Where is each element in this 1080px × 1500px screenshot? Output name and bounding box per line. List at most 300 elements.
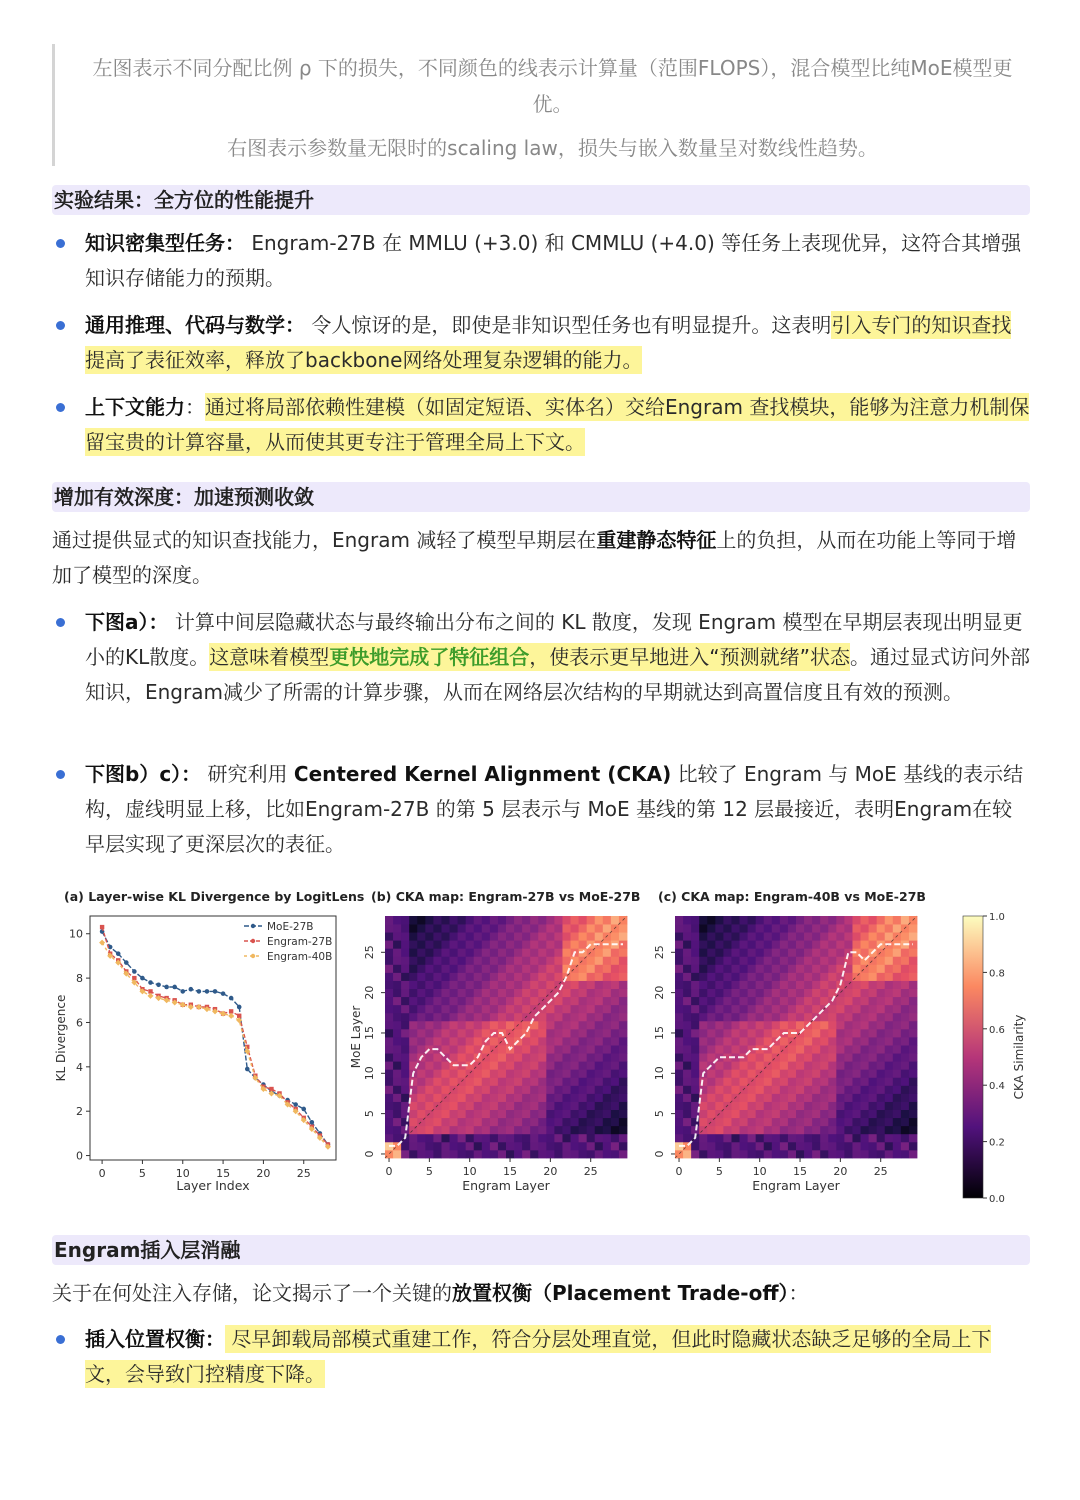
heatmap-cell — [562, 1053, 570, 1061]
heatmap-cell — [909, 924, 917, 932]
heatmap-cell — [603, 1085, 611, 1093]
heatmap-cell — [877, 997, 885, 1005]
heatmap-cell — [619, 1053, 627, 1061]
heatmap-cell — [715, 924, 723, 932]
heatmap-cell — [385, 981, 393, 989]
heatmap-cell — [554, 1134, 562, 1142]
heatmap-cell — [740, 989, 748, 997]
heatmap-cell — [498, 1045, 506, 1053]
bullet-label: 下图a）： — [85, 610, 169, 634]
colorbar — [963, 912, 1026, 1205]
heatmap-cell — [417, 1110, 425, 1118]
heatmap-cell — [772, 1118, 780, 1126]
heatmap-cell — [748, 1061, 756, 1069]
heatmap-cell — [877, 1013, 885, 1021]
x-tick-label: 25 — [583, 1165, 598, 1178]
heatmap-cell — [844, 989, 852, 997]
heatmap-cell — [611, 1021, 619, 1029]
heatmap-cell — [401, 1005, 409, 1013]
heatmap-cell — [844, 1045, 852, 1053]
heatmap-cell — [417, 940, 425, 948]
heatmap-cell — [804, 972, 812, 980]
heatmap-cell — [482, 997, 490, 1005]
heatmap-cell — [852, 1045, 860, 1053]
heatmap-cell — [893, 989, 901, 997]
heatmap-cell — [490, 1134, 498, 1142]
heatmap-cell — [393, 1118, 401, 1126]
heatmap-cell — [909, 1021, 917, 1029]
heatmap-cell — [450, 1029, 458, 1037]
heatmap-cell — [877, 1093, 885, 1101]
heatmap-cell — [546, 1069, 554, 1077]
heatmap-cell — [562, 932, 570, 940]
heatmap-cell — [490, 1037, 498, 1045]
heatmap-cell — [780, 1005, 788, 1013]
y-tick-label: 25 — [653, 945, 666, 960]
x-tick-label: 15 — [793, 1165, 808, 1178]
heatmap-cell — [852, 981, 860, 989]
heatmap-cell — [595, 956, 603, 964]
heatmap-cell — [554, 1110, 562, 1118]
heatmap-cell — [691, 972, 699, 980]
heatmap-cell — [441, 948, 449, 956]
heatmap-cell — [385, 924, 393, 932]
heatmap-cell — [425, 1029, 433, 1037]
heatmap-cell — [417, 972, 425, 980]
heatmap-cell — [441, 940, 449, 948]
heatmap-cell — [579, 1037, 587, 1045]
heatmap-cell — [579, 916, 587, 924]
heatmap-cell — [530, 1142, 538, 1150]
heatmap-cell — [844, 1142, 852, 1150]
heatmap-cell — [675, 989, 683, 997]
heatmap-cell — [579, 989, 587, 997]
heatmap-cell — [587, 1110, 595, 1118]
heatmap-cell — [619, 1045, 627, 1053]
heatmap-cell — [393, 1077, 401, 1085]
heatmap-cell — [409, 940, 417, 948]
heatmap-cell — [804, 1029, 812, 1037]
heatmap-cell — [804, 948, 812, 956]
heatmap-cell — [804, 1037, 812, 1045]
heatmap-cell — [772, 1150, 780, 1158]
heatmap-cell — [861, 981, 869, 989]
heatmap-cell — [756, 1102, 764, 1110]
heatmap-cell — [522, 997, 530, 1005]
heatmap-cell — [764, 1037, 772, 1045]
heatmap-cell — [764, 1021, 772, 1029]
heatmap-cell — [450, 1005, 458, 1013]
heatmap-cell — [441, 1142, 449, 1150]
heatmap-cell — [595, 1110, 603, 1118]
heatmap-cell — [812, 1142, 820, 1150]
heatmap-cell — [603, 1102, 611, 1110]
heatmap-cell — [401, 948, 409, 956]
heatmap-cell — [579, 924, 587, 932]
heatmap-cell — [587, 1093, 595, 1101]
heatmap-cell — [595, 1126, 603, 1134]
heatmap-cell — [812, 932, 820, 940]
heatmap-cell — [450, 1150, 458, 1158]
heatmap-cell — [385, 1118, 393, 1126]
heatmap-cell — [587, 1118, 595, 1126]
heatmap-cell — [852, 1053, 860, 1061]
heatmap-cell — [401, 932, 409, 940]
heatmap-cell — [433, 1150, 441, 1158]
heatmap-cell — [796, 997, 804, 1005]
heatmap-cell — [546, 1110, 554, 1118]
heatmap-cell — [788, 948, 796, 956]
heatmap-cell — [893, 1029, 901, 1037]
heatmap-cell — [796, 948, 804, 956]
heatmap-cell — [514, 924, 522, 932]
heatmap-cell — [595, 1134, 603, 1142]
heatmap-cell — [425, 1085, 433, 1093]
heatmap-cell — [571, 1077, 579, 1085]
heatmap-cell — [756, 1061, 764, 1069]
heatmap-cell — [562, 1061, 570, 1069]
heatmap-cell — [885, 1061, 893, 1069]
heatmap-cell — [538, 924, 546, 932]
heatmap-cell — [828, 948, 836, 956]
heatmap-cell — [683, 989, 691, 997]
heatmap-cell — [723, 1134, 731, 1142]
heatmap-cell — [828, 1077, 836, 1085]
heatmap-cell — [675, 1093, 683, 1101]
heatmap-cell — [861, 972, 869, 980]
heatmap-cell — [385, 1053, 393, 1061]
heatmap-cell — [514, 1029, 522, 1037]
heatmap-cell — [466, 972, 474, 980]
heatmap-cell — [385, 1085, 393, 1093]
heatmap-cell — [796, 932, 804, 940]
heatmap-cell — [836, 924, 844, 932]
x-tick-label: 0 — [675, 1165, 683, 1178]
heatmap-cell — [611, 972, 619, 980]
heatmap-cell — [546, 964, 554, 972]
bullet-knowledge — [56, 226, 1030, 296]
heatmap-cell — [731, 1142, 739, 1150]
heatmap-cell — [562, 1045, 570, 1053]
heatmap-cell — [844, 1053, 852, 1061]
heatmap-cell — [852, 1069, 860, 1077]
heatmap-cell — [498, 1005, 506, 1013]
heatmap-cell — [538, 1142, 546, 1150]
heatmap-cell — [723, 972, 731, 980]
heatmap-cell — [828, 1053, 836, 1061]
heatmap-cell — [603, 989, 611, 997]
heatmap-cell — [611, 1134, 619, 1142]
heatmap-cell — [450, 1126, 458, 1134]
heatmap-cell — [852, 1013, 860, 1021]
heatmap-cell — [385, 1037, 393, 1045]
heatmap-cell — [909, 981, 917, 989]
heatmap-cell — [474, 1110, 482, 1118]
heatmap-cell — [764, 1134, 772, 1142]
heatmap-cell — [796, 1061, 804, 1069]
heatmap-cell — [844, 1110, 852, 1118]
heatmap-cell — [571, 916, 579, 924]
heatmap-cell — [804, 956, 812, 964]
heatmap-cell — [562, 1118, 570, 1126]
heatmap-cell — [828, 964, 836, 972]
heatmap-cell — [514, 916, 522, 924]
heatmap-cell — [482, 940, 490, 948]
heatmap-cell — [425, 1093, 433, 1101]
heatmap-cell — [417, 1126, 425, 1134]
heatmap-cell — [820, 1045, 828, 1053]
heatmap-cell — [869, 1029, 877, 1037]
heatmap-cell — [458, 1110, 466, 1118]
heatmap-cell — [715, 1013, 723, 1021]
heatmap-cell — [836, 1077, 844, 1085]
heatmap-cell — [877, 1029, 885, 1037]
heatmap-cell — [409, 1142, 417, 1150]
heatmap-cell — [683, 1029, 691, 1037]
heatmap-cell — [579, 1005, 587, 1013]
heatmap-cell — [901, 1029, 909, 1037]
heatmap-cell — [393, 989, 401, 997]
heatmap-cell — [780, 948, 788, 956]
heatmap-cell — [385, 940, 393, 948]
heatmap-cell — [723, 1142, 731, 1150]
heatmap-cell — [603, 1110, 611, 1118]
heatmap-cell — [715, 932, 723, 940]
heatmap-cell — [595, 1053, 603, 1061]
heatmap-cell — [885, 1045, 893, 1053]
heatmap-cell — [393, 924, 401, 932]
heatmap-cell — [571, 1037, 579, 1045]
heatmap-cell — [820, 1134, 828, 1142]
heatmap-cell — [731, 972, 739, 980]
heatmap-cell — [820, 989, 828, 997]
heatmap-cell — [587, 1061, 595, 1069]
heatmap-cell — [901, 956, 909, 964]
x-tick-label: 10 — [752, 1165, 767, 1178]
heatmap-cell — [522, 972, 530, 980]
bullet-dot — [56, 239, 65, 248]
heatmap-cell — [450, 997, 458, 1005]
heatmap-cell — [571, 1142, 579, 1150]
heatmap-cell — [756, 1037, 764, 1045]
heatmap-cell — [393, 948, 401, 956]
heatmap-cell — [901, 1005, 909, 1013]
heatmap-cell — [530, 916, 538, 924]
heatmap-cell — [675, 964, 683, 972]
heatmap-cell — [611, 1037, 619, 1045]
heatmap-cell — [562, 989, 570, 997]
heatmap-cell — [482, 1013, 490, 1021]
heatmap-cell — [562, 1142, 570, 1150]
heatmap-cell — [772, 981, 780, 989]
heatmap-cell — [546, 1077, 554, 1085]
heatmap-cell — [571, 1021, 579, 1029]
heatmap-cell — [562, 956, 570, 964]
heatmap-cell — [861, 932, 869, 940]
heatmap-cell — [852, 1102, 860, 1110]
heatmap-cell — [699, 1142, 707, 1150]
heatmap-cell — [885, 964, 893, 972]
heatmap-cell — [861, 940, 869, 948]
heatmap-cell — [820, 1021, 828, 1029]
heatmap-cell — [723, 1029, 731, 1037]
heatmap-cell — [885, 948, 893, 956]
heatmap-cell — [514, 1118, 522, 1126]
heatmap-cell — [699, 1053, 707, 1061]
heatmap-cell — [885, 924, 893, 932]
heatmap-cell — [844, 1037, 852, 1045]
figure — [52, 878, 1028, 1222]
heatmap-cell — [562, 1102, 570, 1110]
heatmap-cell — [450, 924, 458, 932]
heatmap-cell — [675, 972, 683, 980]
heatmap-cell — [498, 1077, 506, 1085]
heatmap-cell — [723, 1110, 731, 1118]
heatmap-cell — [852, 940, 860, 948]
heatmap-cell — [909, 1142, 917, 1150]
heatmap-cell — [458, 1037, 466, 1045]
heatmap-cell — [836, 1005, 844, 1013]
heatmap-cell — [409, 989, 417, 997]
heatmap-cell — [812, 1126, 820, 1134]
heatmap-cell — [869, 1093, 877, 1101]
heatmap-cell — [474, 1005, 482, 1013]
heatmap-cell — [852, 997, 860, 1005]
heatmap-cell — [554, 1142, 562, 1150]
heatmap-cell — [796, 1102, 804, 1110]
heatmap-cell — [393, 1053, 401, 1061]
heatmap-cell — [740, 1013, 748, 1021]
heatmap-cell — [490, 1142, 498, 1150]
heatmap-cell — [893, 1045, 901, 1053]
heatmap-cell — [715, 1061, 723, 1069]
heatmap-cell — [869, 1142, 877, 1150]
heatmap-cell — [490, 1013, 498, 1021]
heatmap-cell — [715, 1069, 723, 1077]
heatmap-cell — [675, 1037, 683, 1045]
heatmap-cell — [707, 940, 715, 948]
heatmap-cell — [861, 948, 869, 956]
heatmap-cell — [538, 940, 546, 948]
heatmap-cell — [425, 1118, 433, 1126]
heatmap-cell — [458, 1021, 466, 1029]
heatmap-cell — [474, 1126, 482, 1134]
heatmap-cell — [780, 1013, 788, 1021]
heatmap-cell — [804, 1134, 812, 1142]
heatmap-cell — [877, 1061, 885, 1069]
heatmap-cell — [433, 1085, 441, 1093]
heatmap-cell — [401, 916, 409, 924]
heatmap-cell — [571, 1061, 579, 1069]
heatmap-cell — [893, 1085, 901, 1093]
heatmap-cell — [619, 932, 627, 940]
highlight-text: 通过将局部依赖性建模（如固定短语、实体名）交给Engram 查找模块，能够为注意力机制保留宝贵的计算容量，从而使其更专注于管理全局上下文。 — [85, 395, 1030, 454]
heatmap-cell — [514, 940, 522, 948]
heatmap-cell — [530, 1085, 538, 1093]
heatmap-cell — [530, 1053, 538, 1061]
heatmap-cell — [740, 956, 748, 964]
heatmap-cell — [836, 1013, 844, 1021]
heatmap-cell — [901, 1093, 909, 1101]
heatmap-cell — [482, 981, 490, 989]
heatmap-cell — [401, 1142, 409, 1150]
heatmap-cell — [804, 932, 812, 940]
heatmap-cell — [675, 1061, 683, 1069]
heatmap-cell — [820, 1013, 828, 1021]
heatmap-cell — [691, 1150, 699, 1158]
heatmap-cell — [740, 1150, 748, 1158]
heatmap-cell — [571, 924, 579, 932]
heatmap-cell — [796, 1053, 804, 1061]
heatmap-cell — [723, 1069, 731, 1077]
heatmap-cell — [538, 932, 546, 940]
heatmap-cell — [474, 956, 482, 964]
intro-text: ： — [788, 1281, 809, 1305]
heatmap-cell — [554, 1150, 562, 1158]
heatmap-cell — [707, 981, 715, 989]
heatmap-cell — [764, 956, 772, 964]
heatmap-cell — [796, 916, 804, 924]
heatmap-cell — [433, 940, 441, 948]
heatmap-cell — [441, 1110, 449, 1118]
heatmap-cell — [812, 1118, 820, 1126]
series-line-Engram-40B — [102, 943, 328, 1147]
heatmap-cell — [723, 924, 731, 932]
heatmap-cell — [385, 997, 393, 1005]
heatmap-cell — [458, 1118, 466, 1126]
heatmap-cell — [796, 1150, 804, 1158]
heatmap-cell — [699, 924, 707, 932]
heatmap-cell — [450, 1013, 458, 1021]
heatmap-cell — [788, 1126, 796, 1134]
heatmap-cell — [820, 1085, 828, 1093]
heatmap-cell — [506, 1102, 514, 1110]
heatmap-cell — [450, 1134, 458, 1142]
heatmap-cell — [490, 1069, 498, 1077]
heatmap-cell — [490, 1093, 498, 1101]
heatmap-cell — [828, 1021, 836, 1029]
heatmap-cell — [699, 997, 707, 1005]
heatmap-cell — [723, 981, 731, 989]
heatmap-cell — [441, 1085, 449, 1093]
heatmap-cell — [385, 1093, 393, 1101]
heatmap-cell — [482, 948, 490, 956]
heatmap-cell — [619, 956, 627, 964]
heatmap-cell — [877, 932, 885, 940]
heatmap-cell — [506, 1053, 514, 1061]
heatmap-cell — [401, 1013, 409, 1021]
heatmap-cell — [812, 940, 820, 948]
heatmap-cell — [458, 948, 466, 956]
heatmap-cell — [490, 1150, 498, 1158]
heatmap-cell — [506, 932, 514, 940]
heatmap-cell — [723, 1093, 731, 1101]
legend-marker — [251, 954, 255, 958]
heatmap-cell — [683, 1045, 691, 1053]
heatmap-cell — [450, 948, 458, 956]
heatmap-cell — [828, 1085, 836, 1093]
heatmap-cell — [417, 1013, 425, 1021]
heatmap-cell — [804, 1069, 812, 1077]
heatmap-cell — [820, 1150, 828, 1158]
heatmap-cell — [828, 1005, 836, 1013]
heatmap-cell — [409, 1118, 417, 1126]
heatmap-cell — [603, 1093, 611, 1101]
highlight-part: ，使表示更早地进入“预测就绪”状态 — [529, 645, 850, 669]
heatmap-cell — [385, 1126, 393, 1134]
heatmap-cell — [723, 989, 731, 997]
heatmap-cell — [869, 1061, 877, 1069]
